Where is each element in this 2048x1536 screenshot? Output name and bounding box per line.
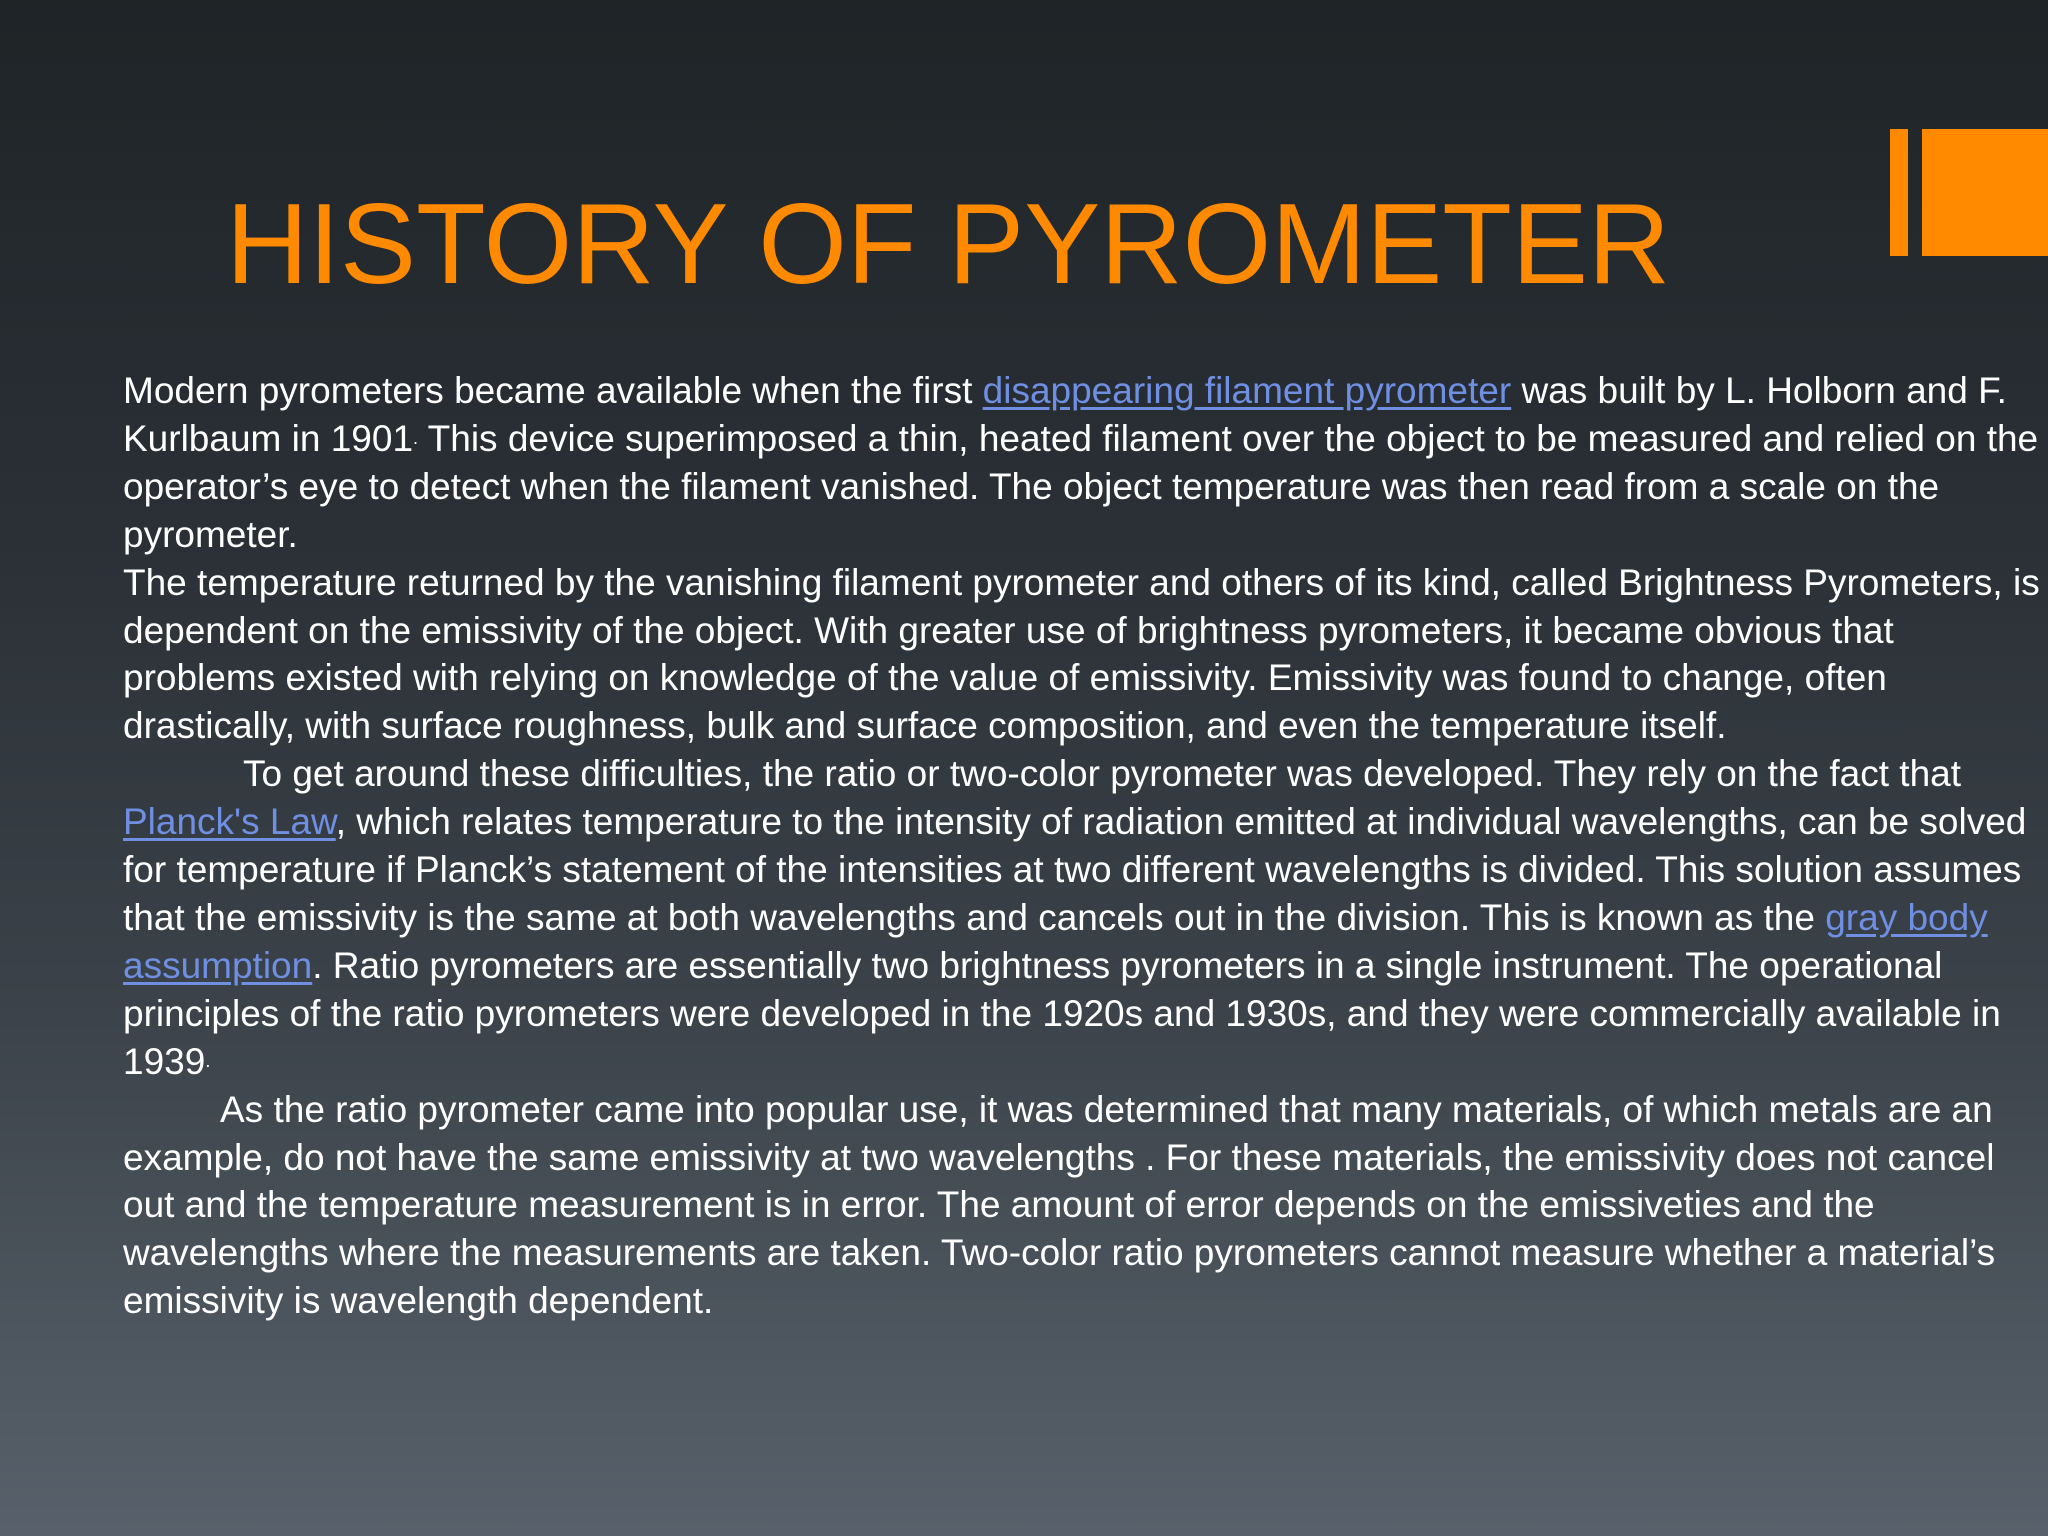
paragraph-4: As the ratio pyrometer came into popular use, it was determined that many materials, of which metals are an example, do not have the same emissivity at two wavelengths . For these materials, the emissivity does not cancel out and the temperature measurement is in error. The amount of error depends on the emissiveties and the wavelengths where the measurements are taken. Two-color ratio pyrometers cannot measure whether a material’s emissivity is wavelength dependent. xyxy=(123,1088,1996,1322)
footnote-marker: . xyxy=(205,1050,211,1071)
disappearing-filament-pyrometer-link[interactable]: disappearing filament pyrometer xyxy=(982,370,1512,411)
paragraph-1-text-end: This device superimposed a thin, heated filament over the object to be measured and relied on the operator’s eye to detect when the filament vanished. The object temperature was then read from a scale on the pyrometer. xyxy=(123,417,2039,555)
paragraph-1-text-start: Modern pyrometers became available when the first xyxy=(123,370,983,411)
paragraph-1-text-middle: was built by L. Holborn and F. Kurlbaum in 1901 xyxy=(123,370,2007,459)
accent-bar xyxy=(1890,129,1908,256)
footnote-marker: . xyxy=(413,427,419,448)
paragraph-1 xyxy=(123,367,2043,559)
accent-block xyxy=(1922,129,2048,256)
slide-title: HISTORY OF PYROMETER xyxy=(226,181,1671,308)
slide-body xyxy=(123,367,2043,1325)
paragraph-3-text-end: . Ratio pyrometers are essentially two brightness pyrometers in a single instrument. The operational principles of the ratio pyrometers were developed in the 1920s and 1930s, and they were commercially available in 1939 xyxy=(123,944,2001,1082)
gray-body-assumption-link[interactable]: gray body assumption xyxy=(123,896,1988,986)
paragraph-3-text-start: To get around these difficulties, the ratio or two-color pyrometer was developed. They rely on the fact that xyxy=(243,753,1962,795)
paragraph-2: The temperature returned by the vanishing filament pyrometer and others of its kind, called Brightness Pyrometers, is dependent on the emissivity of the object. With greater use of brightness pyrometers, it became obvious that problems existed with relying on knowledge of the value of emissivity. Emissivity was found to change, often drastically, with surface roughness, bulk and surface composition, and even the temperature itself. xyxy=(123,561,2040,747)
paragraph-3-text-middle: , which relates temperature to the intensity of radiation emitted at individual wavelengths, can be solved for temperature if Planck’s statement of the intensities at two different wavelengths is divided. This solution assumes that the emissivity is the same at both wavelengths and cancels out in the division. This is known as the xyxy=(123,801,2027,938)
plancks-law-link[interactable]: Planck's Law xyxy=(123,801,336,843)
paragraph-3 xyxy=(123,750,2043,1085)
